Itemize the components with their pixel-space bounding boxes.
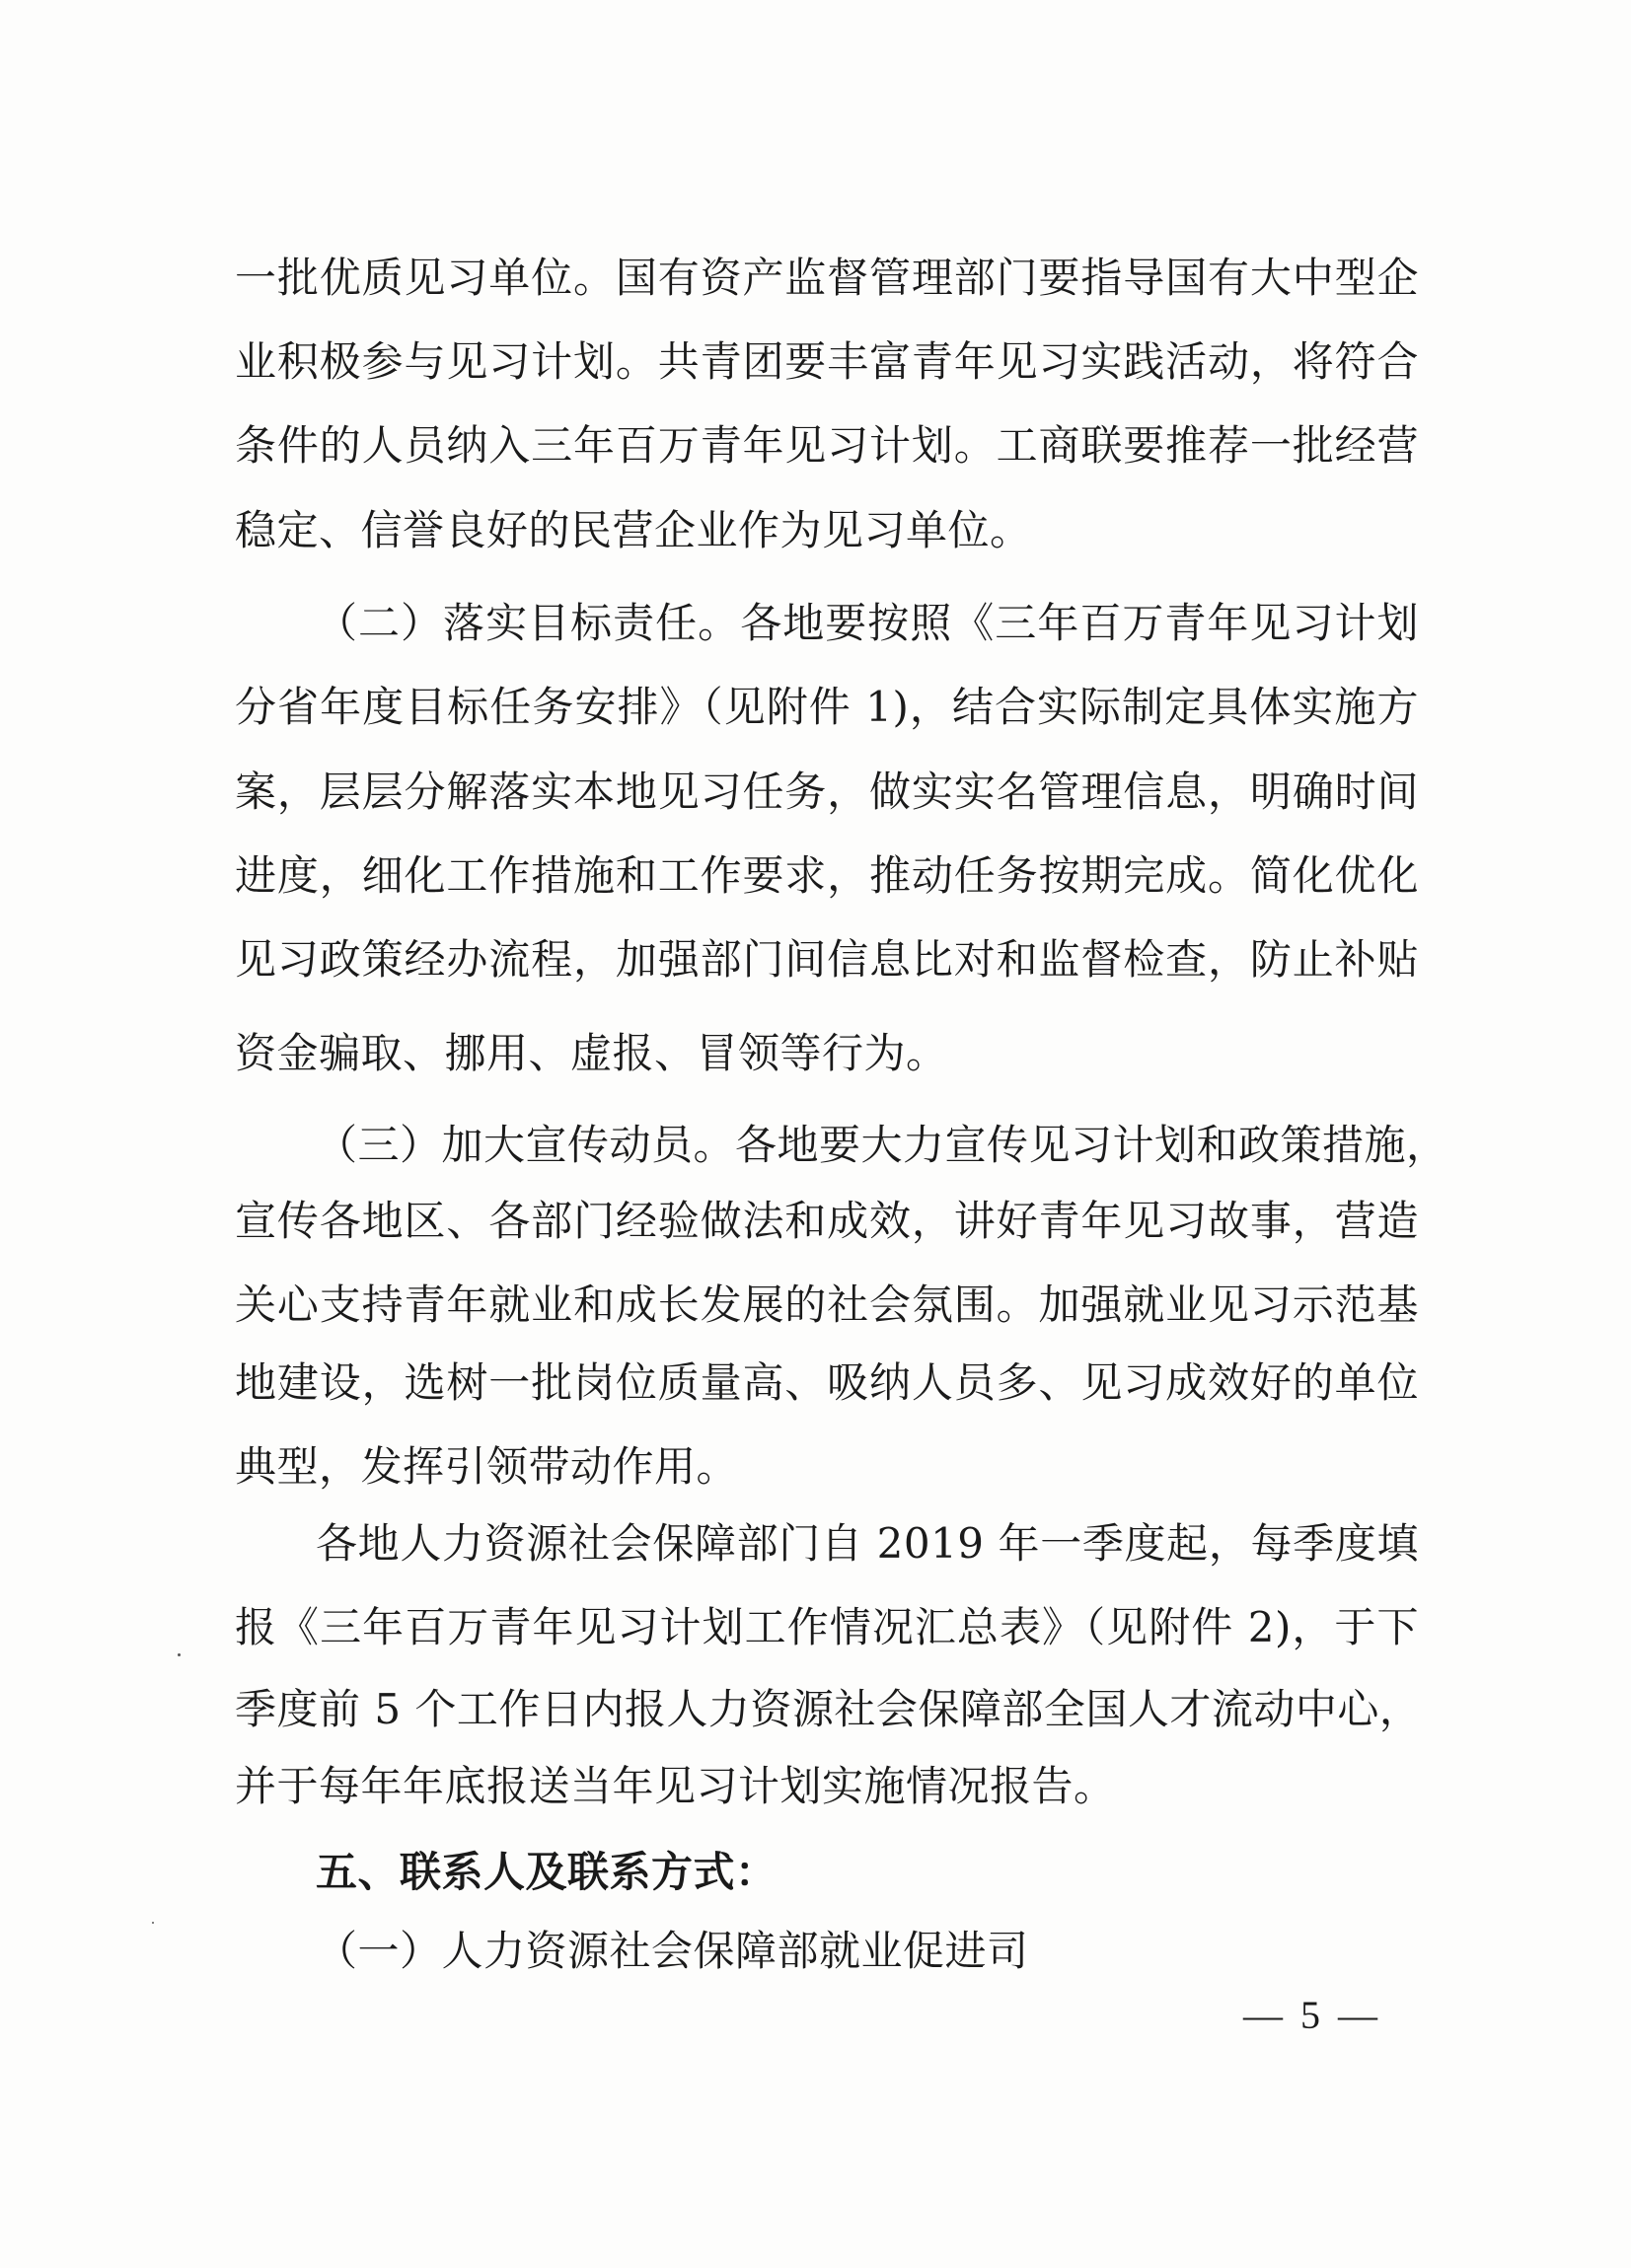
section-5-heading: 五、联系人及联系方式：: [316, 1848, 778, 1896]
scan-speck: [152, 1922, 154, 1924]
section-3-heading-line: （三）加大宣传动员。各地要大力宣传见习计划和政策措施，: [316, 1121, 1448, 1169]
contact-item-1: （一）人力资源社会保障部就业促进司: [316, 1927, 1029, 1975]
page-number: — 5 —: [1243, 1993, 1381, 2037]
section-2-heading-line: （二）落实目标责任。各地要按照《三年百万青年见习计划: [316, 599, 1419, 647]
body-line-6: 分省年度目标任务安排》（见附件 1)，结合实际制定具体实施方: [235, 683, 1419, 731]
body-line-3: 条件的人员纳入三年百万青年见习计划。工商联要推荐一批经营: [235, 421, 1419, 470]
body-line-15: 典型，发挥引领带动作用。: [235, 1442, 739, 1491]
scan-speck: [178, 1653, 181, 1656]
body-line-19: 并于每年年底报送当年见习计划实施情况报告。: [235, 1762, 1116, 1810]
body-line-12: 宣传各地区、各部门经验做法和成效，讲好青年见习故事，营造: [235, 1197, 1419, 1245]
body-line-10: 资金骗取、挪用、虚报、冒领等行为。: [235, 1029, 948, 1077]
body-line-9: 见习政策经办流程，加强部门间信息比对和监督检查，防止补贴: [235, 935, 1419, 984]
body-line-1: 一批优质见习单位。国有资产监督管理部门要指导国有大中型企: [235, 254, 1419, 302]
body-line-8: 进度，细化工作措施和工作要求，推动任务按期完成。简化优化: [235, 851, 1419, 900]
body-line-13: 关心支持青年就业和成长发展的社会氛围。加强就业见习示范基: [235, 1280, 1419, 1329]
body-line-18: 季度前 5 个工作日内报人力资源社会保障部全国人才流动中心，: [235, 1685, 1422, 1733]
body-line-14: 地建设，选树一批岗位质量高、吸纳人员多、见习成效好的单位: [235, 1358, 1419, 1407]
body-line-16: 各地人力资源社会保障部门自 2019 年一季度起，每季度填: [316, 1519, 1419, 1568]
body-line-7: 案，层层分解落实本地见习任务，做实实名管理信息，明确时间: [235, 768, 1419, 816]
body-line-2: 业积极参与见习计划。共青团要丰富青年见习实践活动，将符合: [235, 337, 1419, 386]
body-line-17: 报《三年百万青年见习计划工作情况汇总表》（见附件 2)，于下: [235, 1603, 1419, 1651]
body-line-4: 稳定、信誉良好的民营企业作为见习单位。: [235, 506, 1032, 554]
